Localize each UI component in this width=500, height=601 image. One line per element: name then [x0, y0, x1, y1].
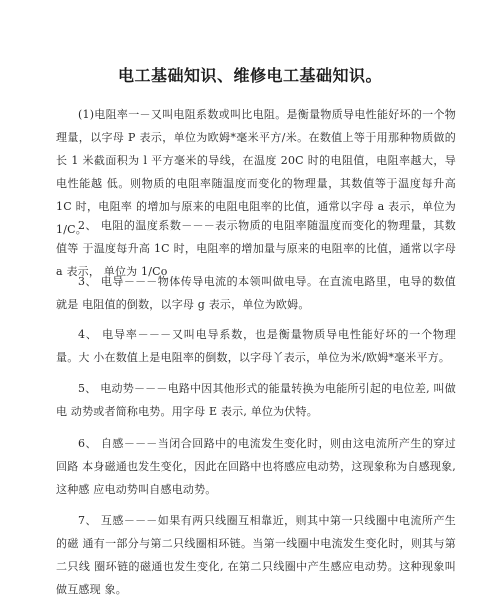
paragraph-electromotive-force: 5、 电动势－－－电路中因其他形式的能量转换为电能所引起的电位差, 叫做电 动势或者简称电势。用字母 E 表示, 单位为伏特。: [56, 382, 456, 418]
paragraph-conductivity: 4、 电导率－－－又叫电导系数，也是衡量物质导电性能好坏的一个物理量。大 小在数值上是电阻率的倒数，以字母丫表示，单位为米/欧姆*毫米平方。: [56, 328, 456, 364]
paragraph-mutual-inductance: 7、 互感－－－如果有两只线圈互相靠近，则其中第一只线圈中电流所产生的磁 通有一部分与第二只线圈相环链。当第一线圈中电流发生变化时，则其与第二只线 圈环链的磁通也发生变化, 在第二只线圈中产生感应电动势。这种现象叫做互感现 象。: [56, 514, 456, 596]
paragraph-temperature-coefficient: 2、 电阻的温度系数－－－表示物质的电阻率随温度而变化的物理量，其数值等 于温度每升高 1C 时，电阻率的增加量与原来的电阻率的比值，通常以字母 a 表示， 单位为 1/Co: [56, 219, 456, 278]
page-title: 电工基础知识、维修电工基础知识。: [117, 66, 382, 85]
paragraph-conductance: 3、 电导－－－物体传导电流的本领叫做电导。在直流电路里，电导的数值就是 电阻值的倒数，以字母 g 表示，单位为欧姆。: [56, 275, 456, 311]
paragraph-self-inductance: 6、 自感－－－当闭合回路中的电流发生变化时，则由这电流所产生的穿过回路 本身磁通也发生变化，因此在回路中也将感应电动势，这现象称为自感现象, 这种感 应电动势叫自感电动势。: [56, 437, 456, 496]
paragraph-resistivity: (1)电阻率一－又叫电阻系数或叫比电阻。是衡量物质导电性能好坏的一个物 理量，以字母 P 表示，单位为欧姆*毫米平方/米。在数值上等于用那种物质做的长 1 米截面积为 l 平方毫米的导线，在温度 20C 时的电阻值，电阻率越大，导电性能越 低。则物质的电阻率随温度而变化的物理量，其数值等于温度每升高 1C 时，电阻率 的增加与原来的电阻电阻率的比值，通常以字母 a 表示，单位为 1/C。: [56, 108, 456, 236]
